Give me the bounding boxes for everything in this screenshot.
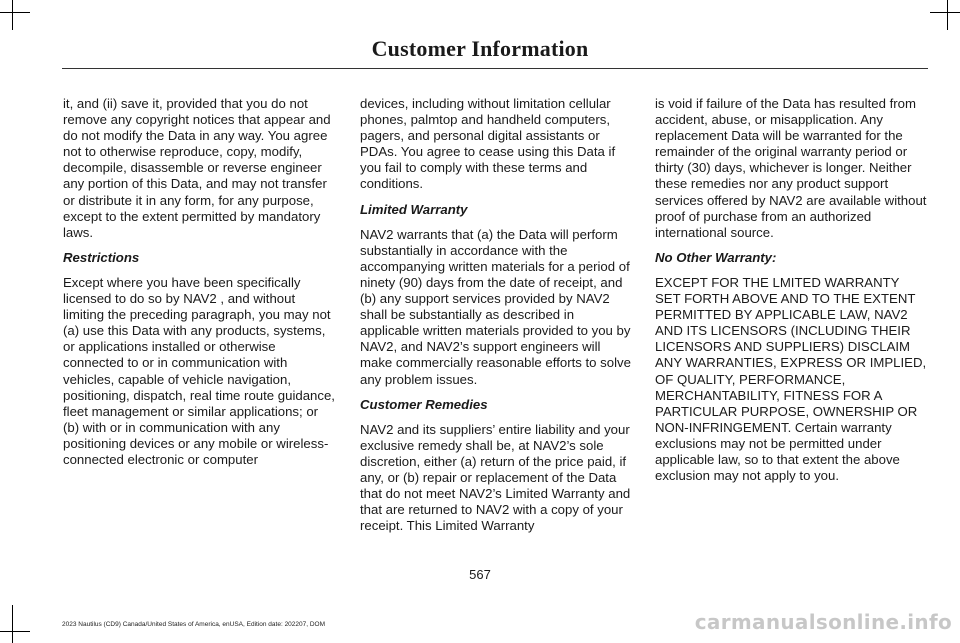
paragraph: NAV2 and its suppliers’ entire liability and your exclusive remedy shall be, at NAV2’s sole discretion, either (a) return of the price paid, if any, or (b) repair or replacement of the Data that do not meet NAV2’s Limited Warranty and that are returned to NAV2 with a copy of your receipt. This Limited Warranty [360, 421, 631, 534]
paragraph: it, and (ii) save it, provided that you do not remove any copyright notices that appear and do not modify the Data in any way. You agree not to otherwise reproduce, copy, modify, decompile, disassemble or reverse engineer any portion of this Data, and may not transfer or distribute it in any form, for any purpose, except to the extent permitted by mandatory laws. [63, 96, 331, 240]
paragraph: NAV2 warrants that (a) the Data will perform substantially in accordance with the accompanying written materials for a period of ninety (90) days from the date of receipt, and (b) any support services provided by NAV2 shall be substantially as described in applicable written materials provided to you by NAV2, and NAV2’s support engineers will make commercially reasonable efforts to solve any problem issues. [360, 226, 631, 387]
header-divider [62, 68, 928, 69]
section-heading-limited-warranty: Limited Warranty [360, 201, 468, 217]
crop-mark-bottom-left-v [12, 605, 13, 643]
paragraph: EXCEPT FOR THE LMITED WARRANTY SET FORTH ABOVE AND TO THE EXTENT PERMITTED BY APPLICABLE LAW, NAV2 AND ITS LICENSORS (INCLUDING THEIR LICENSORS AND SUPPLIERS) DISCLAIM ANY WARRANTIES, EXPRESS OR IMPLIED, OF QUALITY, PERFORMANCE, MERCHANTABILITY, FITNESS FOR A PARTICULAR PURPOSE, OWNERSHIP OR NON-INFRINGEMENT. Certain warranty exclusions may not be permitted under applicable law, so to that extent the above exclusion may not apply to you. [655, 274, 927, 484]
section-heading-no-other-warranty: No Other Warranty: [655, 249, 777, 265]
watermark-logo: carmanualsonline.info [694, 610, 952, 634]
text-column-3 [655, 96, 927, 493]
edition-footer: 2023 Nautilus (CD9) Canada/United States of America, enUSA, Edition date: 202207, DOM [62, 621, 326, 628]
paragraph: Except where you have been specifically licensed to do so by NAV2 , and without limiting the preceding paragraph, you may not (a) use this Data with any products, systems, or applications installed or otherwise connected to or in communication with vehicles, capable of vehicle navigation, positioning, dispatch, real time route guidance, fleet management or similar applications; or (b) with or in communication with any positioning devices or any mobile or wireless-connected electronic or computer [63, 274, 335, 467]
crop-mark-top-right-h [930, 12, 960, 13]
crop-mark-bottom-left-h [0, 631, 30, 632]
page-title: Customer Information [371, 36, 589, 61]
section-heading-restrictions: Restrictions [63, 249, 140, 265]
crop-mark-top-right-v [947, 0, 948, 30]
crop-mark-top-left-h [0, 12, 30, 13]
text-column-1 [63, 96, 335, 477]
section-heading-customer-remedies: Customer Remedies [360, 396, 488, 412]
paragraph: is void if failure of the Data has resulted from accident, abuse, or misapplication. Any replacement Data will be warranted for the remainder of the original warranty period or thirty (30) days, whichever is longer. Neither these remedies nor any product support services offered by NAV2 are available without proof of purchase from an authorized international source. [655, 96, 927, 240]
text-column-2 [360, 96, 632, 543]
crop-mark-top-left-v [12, 0, 13, 30]
page-number: 567 [469, 567, 491, 582]
paragraph: devices, including without limitation cellular phones, palmtop and handheld computers, pagers, and personal digital assistants or PDAs. You agree to cease using this Data if you fail to comply with these terms and conditions. [360, 96, 616, 192]
